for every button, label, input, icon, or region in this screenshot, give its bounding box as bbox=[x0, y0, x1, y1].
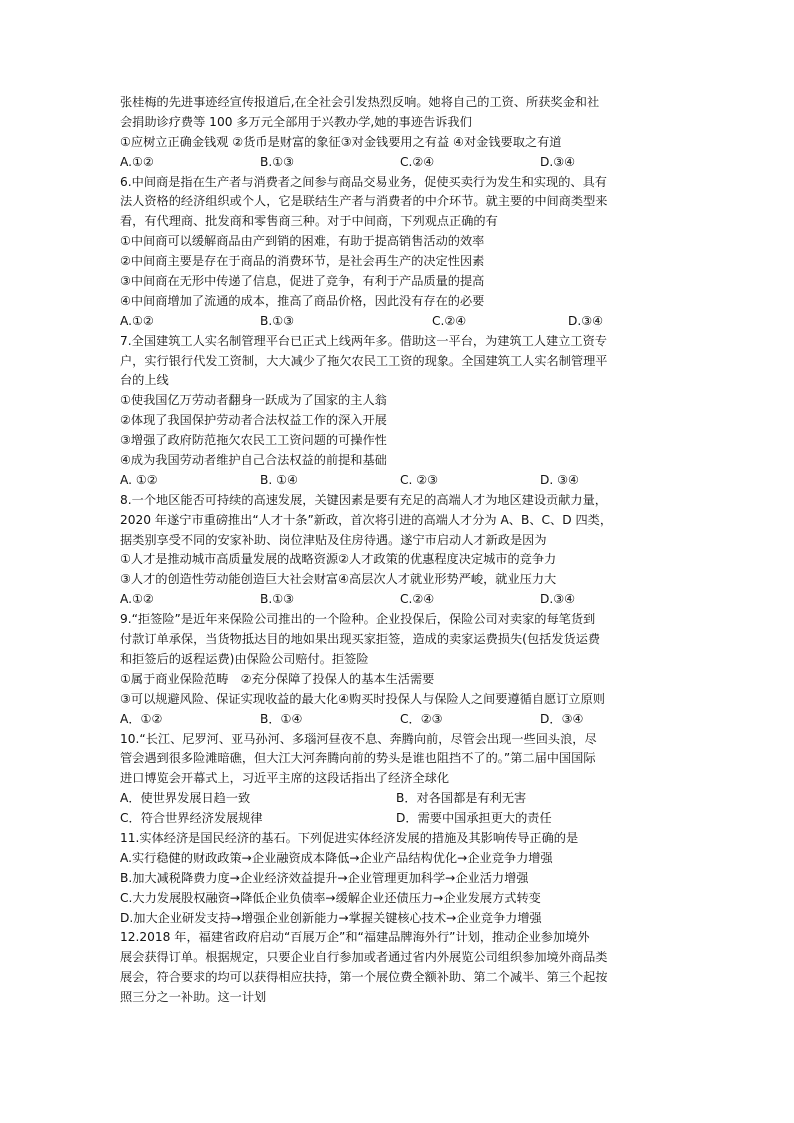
q10-option-a: A．使世界发展日趋一致 bbox=[120, 791, 251, 806]
q6-stem-line: 看，有代理商、批发商和零售商三种。对于中间商，下列观点正确的有 bbox=[120, 214, 498, 229]
q7-options bbox=[120, 471, 680, 491]
q7-option-a: A. ①② bbox=[120, 472, 158, 487]
q8-option-c: C.②④ bbox=[400, 592, 435, 607]
q5-stem-line: 张桂梅的先进事迹经宣传报道后,在全社会引发热烈反响。她将自己的工资、所获奖金和社 bbox=[120, 95, 600, 109]
q7-statement: ②体现了我国保护劳动者合法权益工作的深入开展 bbox=[120, 413, 387, 428]
q8-option-a: A.①② bbox=[120, 592, 154, 607]
q9-stem-line: 付款订单承保，当货物抵达目的地如果出现买家拒签，造成的卖家运费损失(包括发货运费 bbox=[120, 632, 601, 647]
q8-statement: ③人才的创造性劳动能创造巨大社会财富④高层次人才就业形势严峻，就业压力大 bbox=[120, 572, 557, 587]
q11-option-c: C.大力发展股权融资→降低企业负债率→缓解企业还债压力→企业发展方式转变 bbox=[120, 890, 541, 905]
q7-statement: ④成为我国劳动者维护自己合法权益的前提和基础 bbox=[120, 453, 387, 468]
q9-option-b: B．①④ bbox=[260, 711, 303, 726]
q8-stem-line: 8.一个地区能否可持续的高速发展，关键因素是要有充足的高端人才为地区建设贡献力量， bbox=[120, 492, 607, 507]
q10-options-row bbox=[120, 789, 680, 809]
q6-option-d: D.③④ bbox=[568, 313, 604, 328]
q7-statement: ①使我国亿万劳动者翻身一跃成为了国家的主人翁 bbox=[120, 393, 387, 408]
q9-stem-line: 9.“拒签险”是近年来保险公司推出的一个险种。企业投保后，保险公司对卖家的每笔货到 bbox=[120, 612, 596, 627]
q7-stem-line: 台的上线 bbox=[120, 373, 169, 388]
q8-stem-line: 2020 年遂宁市重磅推出“人才十条”新政，首次将引进的高端人才分为 A、B、C、D 四类， bbox=[120, 512, 613, 527]
q7-option-c: C. ②③ bbox=[400, 472, 439, 487]
q7-stem-line: 户，实行银行代发工资制，大大减少了拖欠农民工工资的现象。全国建筑工人实名制管理平 bbox=[120, 353, 608, 368]
q7-option-b: B. ①④ bbox=[260, 472, 298, 487]
q9-option-c: C．②③ bbox=[400, 711, 443, 726]
q6-stem-line: 法人资格的经济组织或个人，它是联结生产者与消费者的中介环节。就主要的中间商类型来 bbox=[120, 194, 608, 209]
q9-option-a: A．①② bbox=[120, 711, 163, 726]
q7-option-d: D. ③④ bbox=[540, 472, 579, 487]
q6-option-a: A.①② bbox=[120, 313, 154, 328]
q7-statement: ③增强了政府防范拖欠农民工工资问题的可操作性 bbox=[120, 433, 387, 448]
q8-option-b: B.①③ bbox=[260, 592, 295, 607]
q8-stem-line: 据类别享受不同的安家补助、岗位津贴及住房待遇。遂宁市启动人才新政是因为 bbox=[120, 532, 547, 547]
q11-option-b: B.加大减税降费力度→企业经济效益提升→企业管理更加科学→企业活力增强 bbox=[120, 870, 529, 885]
q6-options bbox=[120, 312, 680, 332]
q10-option-d: D．需要中国承担更大的责任 bbox=[396, 811, 552, 826]
q10-option-b: B．对各国都是有利无害 bbox=[396, 791, 527, 806]
q6-option-c: C.②④ bbox=[432, 313, 467, 328]
q6-statement: ②中间商主要是存在于商品的消费环节，是社会再生产的决定性因素 bbox=[120, 254, 485, 269]
q11-option-d: D.加大企业研发支持→增强企业创新能力→掌握关键核心技术→企业竞争力增强 bbox=[120, 910, 542, 925]
q9-option-d: D．③④ bbox=[540, 711, 584, 726]
q5-option-d: D.③④ bbox=[540, 154, 576, 169]
q10-option-c: C．符合世界经济发展规律 bbox=[120, 811, 263, 826]
q8-option-d: D.③④ bbox=[540, 592, 576, 607]
exam-page bbox=[120, 93, 680, 1008]
q6-stem-line: 6.中间商是指在生产者与消费者之间参与商品交易业务，促使买卖行为发生和实现的、具有 bbox=[120, 174, 607, 189]
q12-stem-line: 12.2018 年，福建省政府启动“百展万企”和“福建品牌海外行”计划，推动企业参加境外 bbox=[120, 930, 590, 945]
q6-statement: ③中间商在无形中传递了信息，促进了竞争，有利于产品质量的提高 bbox=[120, 274, 485, 289]
q5-options bbox=[120, 153, 680, 173]
q10-options-row bbox=[120, 809, 680, 829]
q5-option-b: B.①③ bbox=[260, 154, 295, 169]
q5-option-a: A.①② bbox=[120, 154, 154, 169]
q12-stem-line: 展会，符合要求的均可以获得相应扶持，第一个展位费全额补助、第二个减半、第三个起按 bbox=[120, 970, 608, 985]
q11-option-a: A.实行稳健的财政政策→企业融资成本降低→企业产品结构优化→企业竞争力增强 bbox=[120, 850, 553, 865]
q6-option-b: B.①③ bbox=[260, 313, 295, 328]
q6-statement: ④中间商增加了流通的成本，推高了商品价格，因此没有存在的必要 bbox=[120, 293, 485, 308]
q7-stem-line: 7.全国建筑工人实名制管理平台已正式上线两年多。借助这一平台，为建筑工人建立工资专 bbox=[120, 333, 607, 348]
q12-stem-line: 照三分之一补助。这一计划 bbox=[120, 990, 267, 1005]
q8-statement: ①人才是推动城市高质量发展的战略资源②人才政策的优惠程度决定城市的竞争力 bbox=[120, 552, 557, 567]
q8-options bbox=[120, 590, 680, 610]
q5-statements: ①应树立正确金钱观 ②货币是财富的象征③对金钱要用之有益 ④对金钱要取之有道 bbox=[120, 134, 562, 149]
q10-stem-line: 进口博览会开幕式上，习近平主席的这段话指出了经济全球化 bbox=[120, 771, 450, 786]
q9-stem-line: 和拒签后的返程运费)由保险公司赔付。拒签险 bbox=[120, 651, 369, 666]
q9-statement: ①属于商业保险范畴 ②充分保障了投保人的基本生活需要 bbox=[120, 671, 435, 686]
q9-options bbox=[120, 710, 680, 730]
q11-stem: 11.实体经济是国民经济的基石。下列促进实体经济发展的措施及其影响传导正确的是 bbox=[120, 830, 579, 845]
q5-stem-line: 会捐助诊疗费等 100 多万元全部用于兴教办学,她的事迹告诉我们 bbox=[120, 114, 472, 129]
q9-statement: ③可以规避风险、保证实现收益的最大化④购买时投保人与保险人之间要遵循自愿订立原则 bbox=[120, 691, 605, 706]
q5-option-c: C.②④ bbox=[400, 154, 435, 169]
q12-stem-line: 展会获得订单。根据规定，只要企业自行参加或者通过省内外展览公司组织参加境外商品类 bbox=[120, 950, 608, 965]
q10-stem-line: 10.“长江、尼罗河、亚马孙河、多瑙河昼夜不息、奔腾向前，尽管会出现一些回头浪，尽 bbox=[120, 731, 597, 746]
q6-statement: ①中间商可以缓解商品由产到销的困难，有助于提高销售活动的效率 bbox=[120, 234, 485, 249]
q10-stem-line: 管会遇到很多险滩暗礁，但大江大河奔腾向前的势头是谁也阻挡不了的。”第二届中国国际 bbox=[120, 751, 596, 766]
